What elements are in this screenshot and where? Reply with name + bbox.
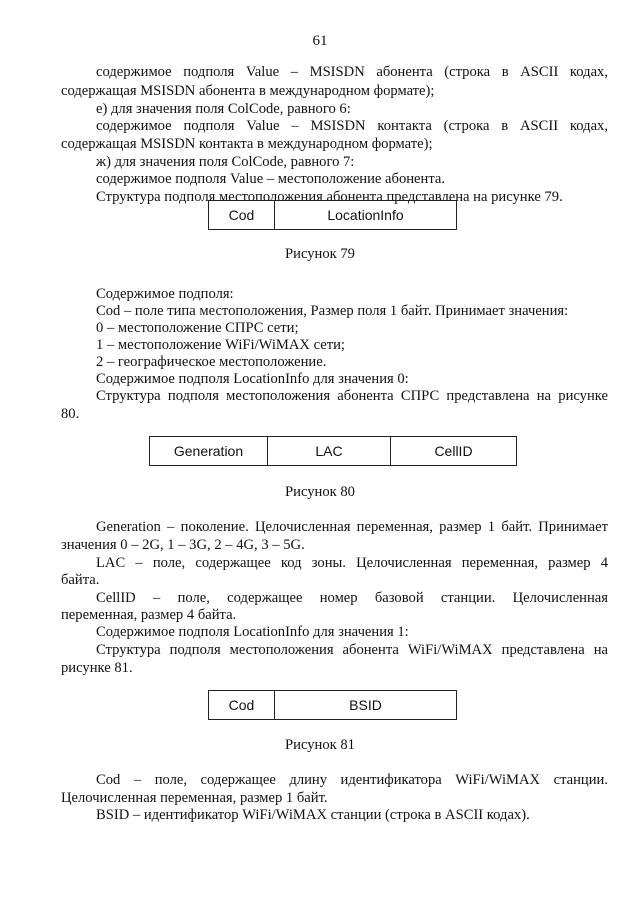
paragraph-line: Cod – поле, содержащее длину идентификатора WiFi/WiMAX станции. xyxy=(96,772,608,788)
figure-79-caption: Рисунок 79 xyxy=(285,246,355,262)
paragraph-line: Generation – поколение. Целочисленная переменная, размер 1 байт. Принимает xyxy=(96,519,608,535)
figure-79-cell-locationinfo: LocationInfo xyxy=(275,201,457,230)
paragraph-line: Содержимое подполя LocationInfo для значения 0: xyxy=(96,371,409,387)
figure-80-cell-cellid: CellID xyxy=(391,437,517,466)
page-number: 61 xyxy=(312,33,328,49)
paragraph-line: рисунке 81. xyxy=(61,660,133,676)
figure-79-table xyxy=(208,200,457,230)
paragraph-line: Целочисленная переменная, размер 1 байт. xyxy=(61,790,328,806)
figure-80-caption: Рисунок 80 xyxy=(285,484,355,500)
paragraph-line: Содержимое подполя LocationInfo для значения 1: xyxy=(96,624,409,640)
paragraph-line: Структура подполя местоположения абонента СПРС представлена на рисунке xyxy=(96,388,608,404)
paragraph-line: Содержимое подполя: xyxy=(96,286,234,302)
figure-80-cell-lac: LAC xyxy=(268,437,391,466)
paragraph-line: переменная, размер 4 байта. xyxy=(61,607,237,623)
paragraph-line: содержащая MSISDN абонента в международном формате); xyxy=(61,83,435,99)
figure-80-cell-generation: Generation xyxy=(150,437,268,466)
paragraph-line: содержимое подполя Value – местоположение абонента. xyxy=(96,171,446,187)
figure-79-cell-cod: Cod xyxy=(209,201,275,230)
paragraph-line: содержимое подполя Value – MSISDN контакта (строка в ASCII кодах, xyxy=(96,118,608,134)
paragraph-line: CellID – поле, содержащее номер базовой станции. Целочисленная xyxy=(96,590,608,606)
paragraph-line: LAC – поле, содержащее код зоны. Целочисленная переменная, размер 4 xyxy=(96,555,608,571)
paragraph-line: значения 0 – 2G, 1 – 3G, 2 – 4G, 3 – 5G. xyxy=(61,537,305,553)
paragraph-line: ж) для значения поля ColCode, равного 7: xyxy=(96,154,355,170)
paragraph-line: BSID – идентификатор WiFi/WiMAX станции (строка в ASCII кодах). xyxy=(96,807,530,823)
paragraph-line: Структура подполя местоположения абонента WiFi/WiMAX представлена на xyxy=(96,642,608,658)
paragraph-line: Cod – поле типа местоположения, Размер поля 1 байт. Принимает значения: xyxy=(96,303,569,319)
paragraph-line: 2 – географическое местоположение. xyxy=(96,354,327,370)
paragraph-line: байта. xyxy=(61,572,100,588)
figure-81-caption: Рисунок 81 xyxy=(285,737,355,753)
paragraph-line: Структура подполя местоположения абонента представлена на рисунке 79. xyxy=(96,189,563,205)
paragraph-line: 80. xyxy=(61,406,80,422)
figure-81-cell-cod: Cod xyxy=(209,691,275,720)
paragraph-line: 1 – местоположение WiFi/WiMAX сети; xyxy=(96,337,345,353)
figure-81-table xyxy=(208,690,457,720)
paragraph-line: 0 – местоположение СПРС сети; xyxy=(96,320,299,336)
paragraph-line: содержащая MSISDN контакта в международном формате); xyxy=(61,136,433,152)
paragraph-line: содержимое подполя Value – MSISDN абонента (строка в ASCII кодах, xyxy=(96,64,608,80)
figure-81-cell-bsid: BSID xyxy=(275,691,457,720)
figure-80-table xyxy=(149,436,517,466)
paragraph-line: е) для значения поля ColCode, равного 6: xyxy=(96,101,351,117)
